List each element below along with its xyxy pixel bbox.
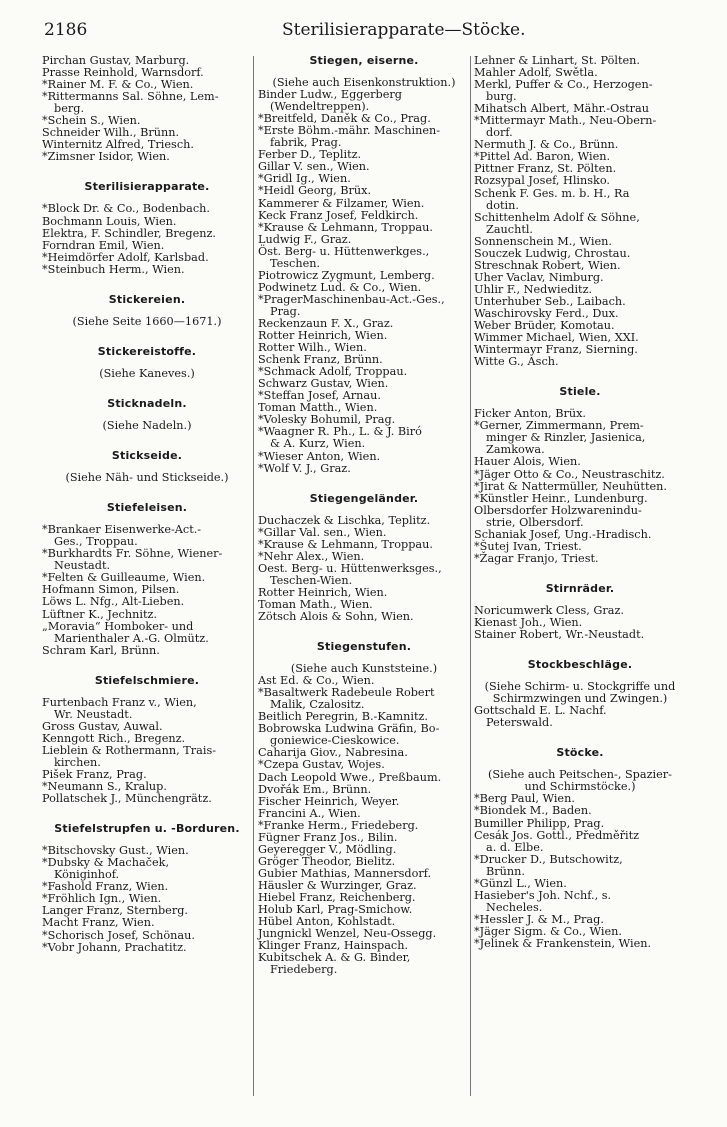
entry-continuation: Teschen-Wien. — [270, 573, 353, 587]
entry-continuation: Teschen. — [270, 256, 321, 270]
directory-entry: *Fashold Franz, Wien. — [42, 880, 169, 894]
directory-entry: *Jelinek & Frankenstein, Wien. — [474, 937, 652, 950]
entry-continuation: Necheles. — [486, 900, 543, 914]
entry-continuation: berg. — [54, 102, 85, 116]
entry-continuation: fabrik, Prag. — [270, 136, 342, 150]
directory-entry: *Gerner, Zimmermann, Prem- — [474, 419, 644, 433]
section-heading: Stiefeleisen. — [106, 501, 188, 515]
directory-entry: Hauer Alois, Wien. — [474, 455, 581, 469]
directory-entry: *Breitfeld, Daněk & Co., Prag. — [258, 112, 431, 126]
cross-reference-note: und Schirmstöcke.) — [524, 780, 636, 794]
directory-entry: *Bitschovsky Gust., Wien. — [42, 844, 189, 858]
entry-continuation: Wr. Neustadt. — [54, 707, 133, 721]
directory-entry: Keck Franz Josef, Feldkirch. — [258, 208, 419, 222]
directory-entry: Rotter Wilh., Wien. — [258, 341, 367, 355]
directory-entry: Häusler & Wurzinger, Graz. — [258, 878, 417, 892]
directory-entry: *Brankaer Eisenwerke-Act.- — [42, 523, 202, 537]
section-heading: Stiele. — [559, 385, 601, 399]
entry-continuation: Prag. — [270, 304, 301, 318]
directory-entry: *Czepa Gustav, Wojes. — [258, 758, 385, 772]
directory-entry: *Schorisch Josef, Schönau. — [42, 928, 195, 942]
directory-entry: *Steinbuch Herm., Wien. — [42, 262, 185, 276]
section-heading: Sterilisierapparate. — [84, 180, 210, 194]
entry-continuation: Friedeberg. — [270, 963, 338, 977]
directory-entry: *Zimsner Isidor, Wien. — [42, 150, 170, 164]
directory-entry: Lehner & Linhart, St. Pölten. — [474, 54, 641, 67]
directory-entry: Hofmann Simon, Pilsen. — [42, 583, 180, 597]
page-header — [34, 20, 691, 44]
entry-continuation: Malik, Czalositz. — [270, 698, 365, 712]
section-heading: Sticknadeln. — [107, 396, 187, 410]
directory-entry: *Basaltwerk Radebeule Robert — [258, 686, 435, 700]
directory-entry: *Fröhlich Ign., Wien. — [42, 892, 162, 906]
directory-entry: Streschnak Robert, Wien. — [474, 258, 621, 272]
section-heading: Stiefelstrupfen u. -Borduren. — [54, 822, 240, 836]
section-heading: Stiefelschmiere. — [94, 673, 200, 687]
section-heading: Stiegen, eiserne. — [309, 54, 419, 67]
directory-entry: Nermuth J. & Co., Brünn. — [474, 138, 619, 152]
entry-continuation: dotin. — [486, 198, 519, 212]
directory-entry: Ficker Anton, Brüx. — [474, 407, 587, 421]
entry-continuation: minger & Rinzler, Jasienica, — [486, 431, 646, 445]
directory-entry: Waschirovsky Ferd., Dux. — [474, 306, 619, 320]
entry-continuation: Zauchtl. — [486, 222, 534, 236]
cross-reference-note: (Siehe Seite 1660—1671.) — [72, 314, 222, 328]
directory-entry: Macht Franz, Wien. — [42, 916, 155, 930]
directory-entry: Duchaczek & Lischka, Teplitz. — [258, 513, 431, 527]
directory-entry: Weber Brüder, Komotau. — [474, 319, 615, 333]
directory-entry: Gröger Theodor, Bielitz. — [258, 854, 396, 868]
directory-entry: *Franke Herm., Friedeberg. — [258, 818, 419, 832]
directory-entry: Olbersdorfer Holzwarenindu- — [474, 503, 642, 517]
directory-entry: Elektra, F. Schindler, Bregenz. — [42, 226, 217, 240]
section-heading: Stirnräder. — [545, 581, 615, 595]
directory-entry: Wimmer Michael, Wien, XXI. — [474, 331, 639, 345]
directory-entry: Pirchan Gustav, Marburg. — [42, 54, 190, 67]
directory-entry: Schaniak Josef, Ung.-Hradisch. — [474, 527, 652, 541]
directory-entry: Kenngott Rich., Bregenz. — [42, 731, 186, 745]
directory-entry: *Jäger Otto & Co., Neustraschitz. — [474, 467, 665, 481]
directory-entry: *Mittermayr Math., Neu-Obern- — [474, 114, 657, 128]
directory-entry: *Schein S., Wien. — [42, 114, 141, 128]
section-heading: Stickereien. — [108, 292, 186, 306]
directory-entry: Schenk Franz, Brünn. — [258, 353, 383, 367]
directory-column-3 — [474, 55, 686, 950]
directory-entry: Merkl, Puffer & Co., Herzogen- — [474, 78, 653, 92]
directory-entry: *Günzl L., Wien. — [474, 876, 567, 890]
directory-entry: Forndran Emil, Wien. — [42, 238, 165, 252]
directory-entry: *Wolf V. J., Graz. — [258, 461, 351, 475]
entry-continuation: a. d. Elbe. — [486, 840, 544, 854]
directory-entry: Holub Karl, Prag-Smichow. — [258, 903, 413, 917]
directory-entry: Schenk F. Ges. m. b. H., Ra — [474, 186, 630, 200]
entry-continuation: Marienthaler A.-G. Olmütz. — [54, 631, 209, 645]
directory-entry: Hiebel Franz, Reichenberg. — [258, 891, 416, 904]
directory-entry: Binder Ludw., Eggerberg — [258, 88, 402, 102]
column-divider — [253, 56, 254, 1096]
directory-entry: Dvořák Em., Brünn. — [258, 782, 372, 796]
directory-entry: *Rainer M. F. & Co., Wien. — [42, 78, 194, 92]
entry-continuation: (Wendeltreppen). — [270, 100, 370, 114]
directory-entry: *Gillar Val. sen., Wien. — [258, 525, 387, 539]
directory-entry: Piotrowicz Zygmunt, Lemberg. — [258, 268, 435, 282]
directory-entry: Lieblein & Rothermann, Trais- — [42, 743, 217, 757]
directory-entry: Geyeregger V., Mödling. — [258, 842, 397, 856]
directory-entry: Pittner Franz, St. Pölten. — [474, 162, 617, 176]
directory-entry: Zötsch Alois & Sohn, Wien. — [258, 610, 414, 624]
directory-entry: Löws L. Nfg., Alt-Lieben. — [42, 595, 185, 609]
directory-entry: *Gridl Ig., Wien. — [258, 172, 351, 186]
directory-entry: Fischer Heinrich, Weyer. — [258, 794, 400, 808]
entry-continuation: kirchen. — [54, 755, 101, 769]
directory-entry: Fügner Franz Jos., Bilin. — [258, 830, 398, 844]
section-heading: Stockbeschläge. — [527, 658, 633, 672]
directory-entry: Bumiller Philipp, Prag. — [474, 816, 605, 830]
directory-entry: Witte G., Asch. — [474, 355, 559, 369]
directory-column-1 — [42, 55, 252, 954]
directory-entry: *Krause & Lehmann, Troppau. — [258, 537, 433, 551]
directory-entry: Francini A., Wien. — [258, 806, 361, 820]
directory-entry: Jungnickl Wenzel, Neu-Ossegg. — [258, 927, 437, 941]
entry-continuation: goniewice-Cieskowice. — [270, 734, 400, 748]
directory-entry: Uhlir F., Nedwieditz. — [474, 282, 593, 296]
directory-entry: *Nehr Alex., Wien. — [258, 549, 365, 563]
directory-entry: *Berg Paul, Wien. — [474, 792, 575, 806]
cross-reference-note: (Siehe Kaneves.) — [99, 366, 195, 380]
page-number: 2186 — [44, 20, 88, 40]
directory-entry: *Steffan Josef, Arnau. — [258, 389, 381, 403]
directory-entry: Souczek Ludwig, Chrostau. — [474, 246, 631, 260]
directory-entry: *Žagar Franjo, Triest. — [474, 551, 599, 565]
directory-entry: Beitlich Peregrin, B.-Kamnitz. — [258, 710, 428, 724]
directory-entry: Bobrowska Ludwina Gräfin, Bo- — [258, 722, 440, 736]
directory-entry: Schwarz Gustav, Wien. — [258, 377, 389, 391]
directory-entry: *Neumann S., Kralup. — [42, 780, 167, 794]
directory-entry: *Biondek M., Baden. — [474, 804, 592, 818]
directory-entry: Pišek Franz, Prag. — [42, 768, 147, 782]
directory-entry: Toman Math., Wien. — [258, 597, 373, 611]
entry-continuation: dorf. — [486, 126, 513, 140]
directory-entry: Pollatschek J., Münchengrätz. — [42, 792, 212, 806]
directory-entry: Podwinetz Lud. & Co., Wien. — [258, 280, 422, 294]
directory-entry: Furtenbach Franz v., Wien, — [42, 695, 197, 709]
directory-entry: Hübel Anton, Kohlstadt. — [258, 915, 396, 929]
entry-continuation: Zamkowa. — [486, 443, 545, 457]
directory-entry: *Drucker D., Butschowitz, — [474, 852, 623, 866]
directory-entry: Kammerer & Filzamer, Wien. — [258, 196, 425, 210]
directory-entry: *Vobr Johann, Prachatitz. — [42, 940, 187, 954]
directory-column-2 — [258, 55, 470, 976]
directory-entry: Lüftner K., Jechnitz. — [42, 607, 157, 621]
directory-entry: Cesák Jos. Gottl., Předměřitz — [474, 828, 640, 842]
cross-reference-note: (Siehe auch Peitschen-, Spazier- — [488, 768, 672, 782]
entry-continuation: Peterswald. — [486, 716, 553, 730]
directory-entry: Schittenhelm Adolf & Söhne, — [474, 210, 640, 224]
directory-entry: Ast Ed. & Co., Wien. — [258, 674, 375, 688]
directory-entry: Winternitz Alfred, Triesch. — [42, 138, 194, 152]
entry-continuation: & A. Kurz, Wien. — [270, 437, 366, 451]
entry-continuation: burg. — [486, 90, 517, 104]
directory-entry: *PragerMaschinenbau-Act.-Ges., — [258, 292, 445, 306]
directory-entry: *Krause & Lehmann, Troppau. — [258, 220, 433, 234]
directory-entry: *Burkhardts Fr. Söhne, Wiener- — [42, 547, 223, 561]
directory-entry: Dach Leopold Wwe., Preßbaum. — [258, 770, 442, 784]
cross-reference-note: (Siehe auch Kunststeine.) — [290, 662, 438, 676]
cross-reference-note: Schirmzwingen und Zwingen.) — [492, 692, 668, 706]
directory-entry: Gottschald E. L. Nachf. — [474, 704, 607, 718]
directory-entry: Klinger Franz, Hainspach. — [258, 939, 409, 953]
directory-entry: Stainer Robert, Wr.-Neustadt. — [474, 628, 645, 642]
directory-entry: Kubitschek A. & G. Binder, — [258, 951, 411, 965]
directory-entry: Mahler Adolf, Swětla. — [474, 66, 598, 80]
directory-entry: Reckenzaun F. X., Graz. — [258, 316, 394, 330]
entry-continuation: Neustadt. — [54, 559, 111, 573]
directory-entry: Kienast Joh., Wien. — [474, 615, 583, 629]
directory-entry: *Dubsky & Machaček, — [42, 856, 170, 870]
directory-entry: Schram Karl, Brünn. — [42, 643, 160, 657]
directory-entry: Langer Franz, Sternberg. — [42, 904, 188, 918]
directory-entry: Gross Gustav, Auwal. — [42, 719, 163, 733]
directory-entry: *Block Dr. & Co., Bodenbach. — [42, 202, 210, 216]
directory-entry: Schneider Wilh., Brünn. — [42, 126, 180, 140]
directory-entry: *Šutej Ivan, Triest. — [474, 539, 582, 553]
directory-entry: *Waagner R. Ph., L. & J. Biró — [258, 425, 422, 439]
directory-entry: Prasse Reinhold, Warnsdorf. — [42, 66, 204, 80]
directory-entry: Mihatsch Albert, Mähr.-Ostrau — [474, 102, 649, 116]
directory-entry: *Künstler Heinr., Lundenburg. — [474, 491, 648, 505]
directory-entry: *Volesky Bohumil, Prag. — [258, 413, 396, 427]
directory-entry: Gillar V. sen., Wien. — [258, 160, 370, 174]
directory-entry: Bochmann Louis, Wien. — [42, 214, 177, 228]
directory-entry: *Hessler J. & M., Prag. — [474, 912, 604, 926]
entry-continuation: Königinhof. — [54, 868, 120, 882]
cross-reference-note: (Siehe Schirm- u. Stockgriffe und — [484, 680, 676, 694]
directory-entry: Rotter Heinrich, Wien. — [258, 585, 388, 599]
section-heading: Stiegengeländer. — [309, 491, 419, 505]
directory-entry: Rozsypal Josef, Hlinsko. — [474, 174, 611, 188]
directory-entry: *Heimdörfer Adolf, Karlsbad. — [42, 250, 209, 264]
directory-entry: Noricumwerk Cless, Graz. — [474, 603, 625, 617]
directory-entry: *Jirat & Nattermüller, Neuhütten. — [474, 479, 667, 493]
running-title: Sterilisierapparate—Stöcke. — [282, 20, 526, 40]
directory-entry: *Erste Böhm.-mähr. Maschinen- — [258, 124, 441, 138]
directory-entry: Toman Matth., Wien. — [258, 401, 378, 415]
cross-reference-note: (Siehe auch Eisenkonstruktion.) — [272, 76, 456, 90]
directory-entry: Öst. Berg- u. Hüttenwerkges., — [258, 244, 430, 258]
directory-entry: *Jäger Sigm. & Co., Wien. — [474, 924, 622, 938]
entry-continuation: strie, Olbersdorf. — [486, 515, 584, 529]
directory-entry: Unterhuber Seb., Laibach. — [474, 294, 626, 308]
directory-entry: Ferber D., Teplitz. — [258, 148, 362, 162]
section-heading: Stickereistoffe. — [97, 344, 197, 358]
directory-entry: Gubier Mathias, Mannersdorf. — [258, 866, 432, 880]
directory-entry: *Wieser Anton, Wien. — [258, 449, 381, 463]
directory-entry: Uher Vaclav, Nimburg. — [474, 270, 604, 284]
directory-entry: *Felten & Guilleaume, Wien. — [42, 571, 206, 585]
column-divider — [470, 56, 471, 1096]
directory-entry: Hasieber's Joh. Nchf., s. — [474, 888, 612, 902]
directory-entry: *Heidl Georg, Brüx. — [258, 184, 372, 198]
cross-reference-note: (Siehe Näh- und Stickseide.) — [65, 471, 229, 485]
cross-reference-note: (Siehe Nadeln.) — [102, 418, 192, 432]
section-heading: Stickseide. — [111, 449, 183, 463]
directory-entry: „Moravia“ Homboker- und — [42, 619, 194, 633]
directory-entry: Ludwig F., Graz. — [258, 232, 352, 246]
directory-entry: Oest. Berg- u. Hüttenwerksges., — [258, 561, 442, 575]
directory-entry: Rotter Heinrich, Wien. — [258, 329, 388, 343]
section-heading: Stiegenstufen. — [316, 640, 412, 654]
directory-entry: *Rittermanns Sal. Söhne, Lem- — [42, 90, 219, 104]
entry-continuation: Brünn. — [486, 864, 525, 878]
directory-entry: Wintermayr Franz, Sierning. — [474, 343, 638, 357]
entry-continuation: Ges., Troppau. — [54, 535, 138, 549]
directory-entry: *Schmack Adolf, Troppau. — [258, 365, 408, 379]
section-heading: Stöcke. — [556, 746, 604, 760]
directory-entry: Caharija Giov., Nabresina. — [258, 746, 408, 760]
directory-entry: Sonnenschein M., Wien. — [474, 234, 612, 248]
directory-entry: *Pittel Ad. Baron, Wien. — [474, 150, 611, 164]
